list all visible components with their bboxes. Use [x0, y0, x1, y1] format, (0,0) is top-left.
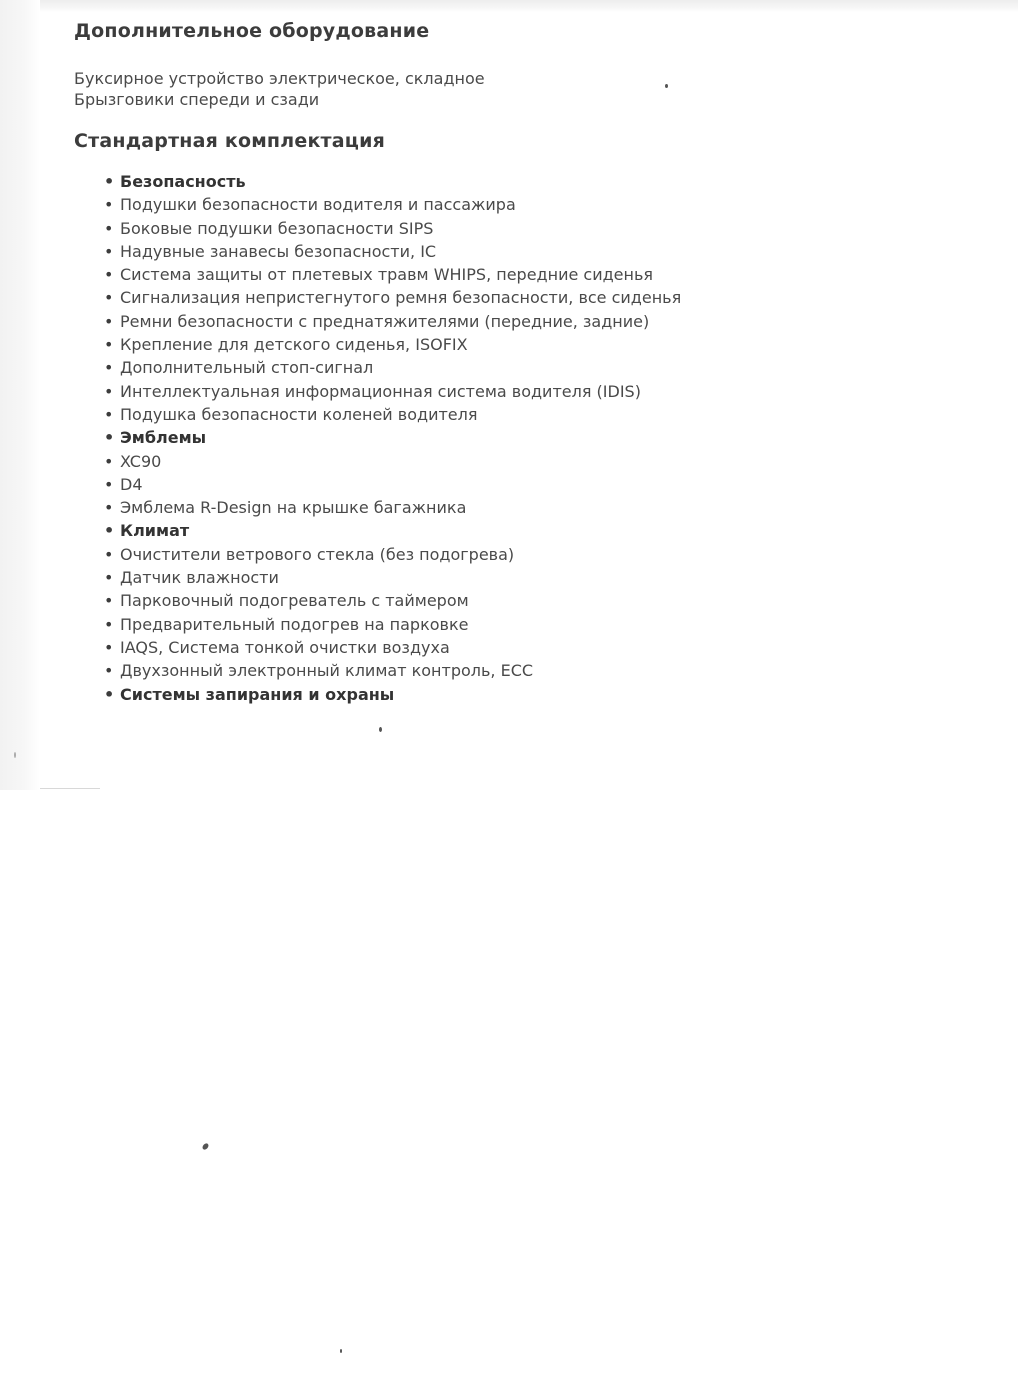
list-item-text: Двухзонный электронный климат контроль, ECC: [120, 661, 534, 681]
bullet-icon: •: [104, 404, 114, 424]
category-heading: [104, 170, 974, 193]
bullet-icon: •: [104, 195, 114, 215]
bullet-icon: •: [104, 521, 115, 541]
list-item-text: Крепление для детского сиденья, ISOFIX: [120, 335, 468, 355]
bullet-icon: •: [104, 498, 114, 518]
list-item-text: Ремни безопасности с преднатяжителями (передние, задние): [120, 311, 650, 331]
list-item: [104, 659, 974, 682]
list-item: [104, 380, 974, 403]
list-item: [104, 240, 974, 263]
list-item-text: Климат: [120, 521, 190, 541]
bullet-icon: •: [104, 428, 115, 448]
scan-artifact-line: [40, 788, 100, 789]
scan-speck: [379, 727, 382, 732]
category-heading: [104, 683, 974, 706]
list-item: [104, 496, 974, 519]
list-item: [104, 589, 974, 612]
list-item-text: XC90: [120, 451, 162, 471]
scan-edge-left: [0, 0, 40, 790]
bullet-icon: •: [104, 311, 114, 331]
category-heading: [104, 519, 974, 542]
list-item-text: Датчик влажности: [120, 568, 279, 588]
bullet-icon: •: [104, 474, 114, 494]
bullet-icon: •: [104, 544, 114, 564]
extra-equipment-list: [74, 68, 974, 110]
list-item-text: Сигнализация непристегнутого ремня безопасности, все сиденья: [120, 288, 682, 308]
bullet-icon: •: [104, 684, 115, 704]
extra-equipment-item: Буксирное устройство электрическое, складное: [74, 69, 485, 88]
list-item: [104, 636, 974, 659]
bullet-icon: •: [104, 591, 114, 611]
list-item: [104, 217, 974, 240]
list-item: [104, 193, 974, 216]
document-content: [74, 14, 974, 706]
bullet-icon: •: [104, 172, 115, 191]
extra-equipment-title: Дополнительное оборудование: [74, 20, 430, 42]
list-item-text: Интеллектуальная информационная система водителя (IDIS): [120, 381, 641, 401]
bullet-icon: •: [104, 381, 114, 401]
list-item-text: Дополнительный стоп-сигнал: [120, 358, 374, 378]
list-item: [104, 310, 974, 333]
list-item-text: Подушка безопасности коленей водителя: [120, 404, 478, 424]
scan-speck: [14, 752, 16, 758]
bullet-icon: •: [104, 241, 114, 261]
list-item: [104, 473, 974, 496]
list-item-text: Система защиты от плетевых травм WHIPS, передние сиденья: [120, 265, 654, 285]
list-item-text: Предварительный подогрев на парковке: [120, 614, 469, 634]
list-item-text: Парковочный подогреватель с таймером: [120, 591, 469, 611]
bullet-icon: •: [104, 288, 114, 308]
bullet-icon: •: [104, 218, 114, 238]
list-item-text: Подушки безопасности водителя и пассажира: [120, 195, 516, 215]
bullet-icon: •: [104, 335, 114, 355]
standard-equipment-title: Стандартная комплектация: [74, 130, 385, 152]
list-item: [104, 543, 974, 566]
bullet-icon: •: [104, 661, 114, 681]
list-item: [104, 566, 974, 589]
list-item-text: Безопасность: [120, 172, 246, 191]
list-item: [104, 613, 974, 636]
list-item: [104, 263, 974, 286]
list-item: [104, 356, 974, 379]
bullet-icon: •: [104, 614, 114, 634]
list-item: [104, 450, 974, 473]
list-item-text: Очистители ветрового стекла (без подогрева): [120, 544, 515, 564]
list-item-text: Эмблема R-Design на крышке багажника: [120, 498, 467, 518]
extra-equipment-item: Брызговики спереди и сзади: [74, 90, 320, 109]
list-item-text: Эмблемы: [120, 428, 207, 448]
standard-equipment-list: [104, 170, 974, 706]
list-item: [104, 333, 974, 356]
bullet-icon: •: [104, 451, 114, 471]
bullet-icon: •: [104, 265, 114, 285]
bullet-icon: •: [104, 637, 114, 657]
list-item-text: Боковые подушки безопасности SIPS: [120, 218, 434, 238]
bullet-icon: •: [104, 568, 114, 588]
scan-speck: [340, 1349, 342, 1353]
bullet-icon: •: [104, 358, 114, 378]
category-heading: [104, 426, 974, 449]
list-item-text: Надувные занавесы безопасности, IC: [120, 241, 437, 261]
list-item: [104, 286, 974, 309]
list-item: [104, 403, 974, 426]
list-item-text: Системы запирания и охраны: [120, 684, 395, 704]
list-item-text: D4: [120, 474, 143, 494]
list-item-text: IAQS, Система тонкой очистки воздуха: [120, 637, 450, 657]
scan-edge-top: [0, 0, 1018, 12]
scan-speck: [201, 1142, 209, 1151]
